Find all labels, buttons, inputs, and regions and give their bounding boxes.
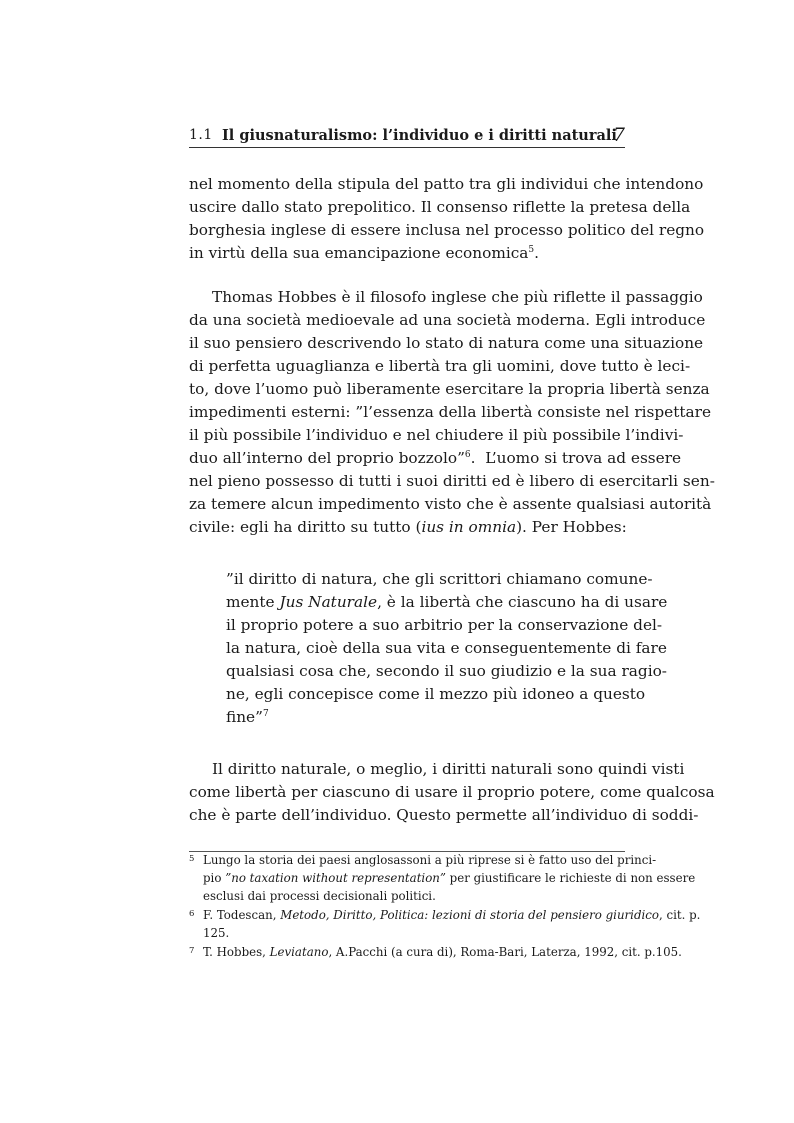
footnote-text: F. Todescan, [203,908,281,922]
body-line: in virtù della sua emancipazione economica$^5$. [189,244,540,262]
body-line: to, dove l’uomo può liberamente esercitare la propria libertà senza [189,380,710,398]
section-number: 1.1 [189,127,213,143]
body-line: uscire dallo stato prepolitico. Il consenso riflette la pretesa della [189,198,691,216]
footnote-number-5: 5 [189,854,195,864]
running-header [189,124,625,148]
quote-line [226,591,668,614]
quote-line: ne, egli concepisce come il mezzo più idoneo a questo [226,685,646,703]
italic-term: Jus Naturale [279,593,378,611]
footnote-6-line [203,906,701,924]
body-line: il più possibile l’individuo e nel chiudere il più possibile l’indivi- [189,426,684,444]
footnote-text: per giustificare le richieste di non essere [445,871,696,885]
quote-line: il proprio potere a suo arbitrio per la conservazione del- [226,616,663,634]
quote-line: ”il diritto di natura, che gli scrittori chiamano comune- [226,570,653,588]
body-line: come libertà per ciascuno di usare il proprio potere, come qualcosa [189,783,715,801]
quote-line: la natura, cioè della sua vita e conseguentemente di fare [226,639,667,657]
body-line: nel pieno possesso di tutti i suoi diritti ed è libero di esercitarli sen- [189,472,715,490]
footnote-6-line: 125. [203,926,230,940]
footnote-5-line: Lungo la storia dei paesi anglosassoni a più riprese si è fatto uso del princi- [203,853,657,867]
quote-line [226,706,269,729]
footnote-text: pio [203,871,226,885]
body-text: civile: egli ha diritto su tutto ( [189,518,422,536]
quote-text: fine” [226,708,263,726]
footnote-text: T. Hobbes, [203,945,270,959]
body-line: duo all’interno del proprio bozzolo”$^6$. L’uomo si trova ad essere [189,449,682,467]
body-text: ). Per Hobbes: [516,518,627,536]
quote-line: qualsiasi cosa che, secondo il suo giudizio e la sua ragio- [226,662,667,680]
body-text: in virtù della sua emancipazione economica [189,244,529,262]
footnote-ref-5: 5 [528,245,535,255]
footnote-5-line: esclusi dai processi decisionali politici. [203,889,436,903]
footnote-italic: ”no taxation without representation” [225,871,446,885]
footnote-italic: Metodo, Diritto, Politica: lezioni di storia del pensiero giuridico [280,908,659,922]
footnote-7-line [203,943,682,961]
body-line [189,516,627,539]
footnote-text: , A.Pacchi (a cura di), Roma-Bari, Laterza, 1992, cit. p.105. [328,945,682,959]
body-line: Thomas Hobbes è il filosofo inglese che più riflette il passaggio [212,288,703,306]
page-number: 7 [612,124,625,146]
quote-text: mente [226,593,280,611]
body-line: di perfetta uguaglianza e libertà tra gli uomini, dove tutto è leci- [189,357,691,375]
italic-term: ius in omnia [421,518,517,536]
body-text: duo all’interno del proprio bozzolo” [189,449,465,467]
body-line: il suo pensiero descrivendo lo stato di natura come una situazione [189,334,704,352]
quote-text: , è la libertà che ciascuno ha di usare [377,593,668,611]
body-line: za temere alcun impedimento visto che è assente qualsiasi autorità [189,495,712,513]
footnote-5-line [203,869,696,887]
body-text: L’uomo si trova ad essere [485,449,682,467]
body-line: che è parte dell’individuo. Questo permette all’individuo di soddi- [189,806,699,824]
section-title: Il giusnaturalismo: l’individuo e i diritti naturali [222,127,617,144]
footnote-number-6: 6 [189,909,195,919]
body-line: borghesia inglese di essere inclusa nel processo politico del regno [189,221,705,239]
footnote-number-7: 7 [189,946,195,956]
footnote-text: , cit. p. [659,908,701,922]
body-line: nel momento della stipula del patto tra gli individui che intendono [189,175,704,193]
body-line: impedimenti esterni: ”l’essenza della libertà consiste nel rispettare [189,403,711,421]
footnote-ref-7: 7 [262,709,269,719]
footnote-italic: Leviatano [269,945,329,959]
footnote-ref-6: 6 [464,450,471,460]
body-line: Il diritto naturale, o meglio, i diritti naturali sono quindi visti [212,760,685,778]
body-line: da una società medioevale ad una società moderna. Egli introduce [189,311,706,329]
